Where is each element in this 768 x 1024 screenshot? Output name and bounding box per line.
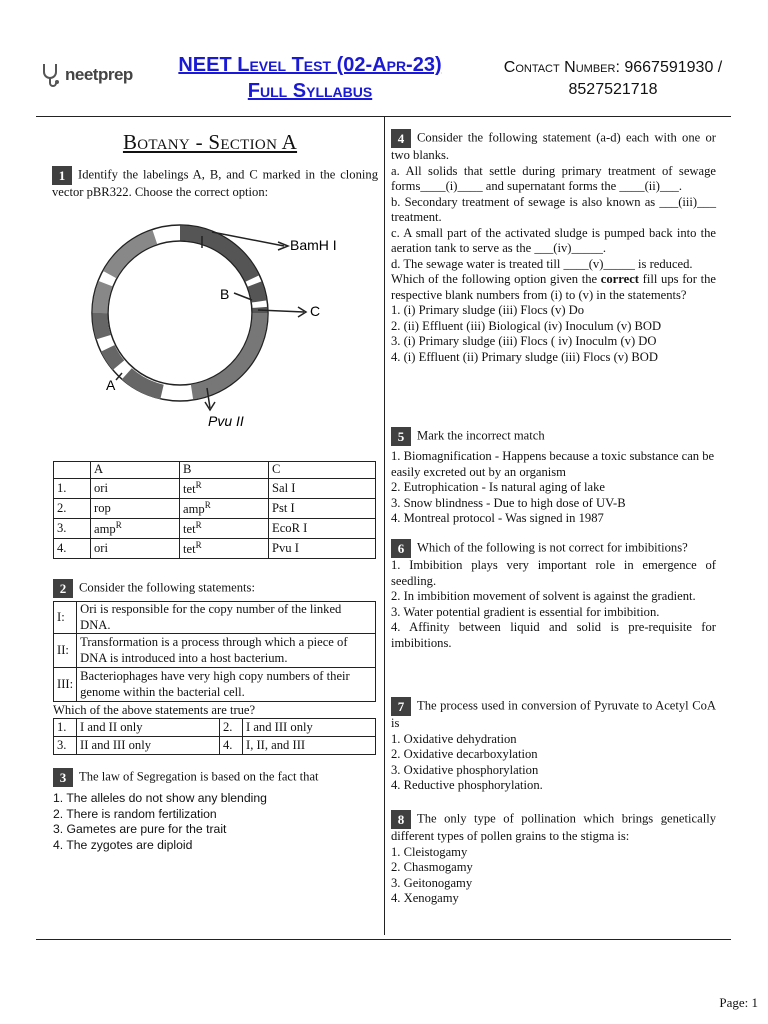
statement-label: III:	[54, 668, 77, 702]
cell-c: Pst I	[269, 499, 376, 519]
cell-b	[180, 479, 269, 499]
option-number: 2.	[54, 499, 91, 519]
cell-b-text: tet	[183, 541, 196, 556]
option-item[interactable]: 4. (i) Effluent (ii) Primary sludge (iii) Flocs (v) BOD	[391, 349, 658, 364]
statement-label: II:	[54, 634, 77, 668]
q2-question: Which of the above statements are true?	[53, 703, 256, 717]
question-1	[52, 166, 378, 200]
question-number: 2	[53, 579, 73, 598]
option-number: 4.	[220, 737, 243, 755]
q4-question-pre: Which of the following option given the	[391, 272, 601, 286]
question-4	[391, 129, 716, 365]
option-text[interactable]: I and III only	[243, 719, 376, 737]
q2-options-table	[53, 718, 376, 755]
option-item[interactable]: 3. Geitonogamy	[391, 875, 473, 890]
option-number: 3.	[54, 519, 91, 539]
question-3	[53, 768, 379, 787]
contact-label: Contact Number:	[503, 59, 620, 76]
question-6	[391, 539, 716, 651]
option-item[interactable]: 4. Montreal protocol - Was signed in 1987	[391, 511, 604, 525]
cell-b-sup: R	[204, 499, 211, 510]
question-8	[391, 810, 716, 907]
table-row[interactable]	[54, 479, 376, 499]
option-item[interactable]: 4. Xenogamy	[391, 891, 459, 905]
logo-text: neetprep	[65, 64, 133, 84]
test-title[interactable]	[140, 52, 480, 104]
question-number: 7	[391, 697, 411, 716]
cell-c: Sal I	[269, 479, 376, 499]
option-number: 4.	[54, 539, 91, 559]
cell-a: ori	[91, 539, 180, 559]
label-a: A	[106, 377, 116, 393]
cell-b-sup: R	[195, 519, 202, 530]
option-item[interactable]: 4. Reductive phosphorylation.	[391, 778, 543, 792]
option-item[interactable]: 3. Oxidative phosphorylation	[391, 762, 539, 777]
statement-text: Bacteriophages have very high copy numbers of their genome within the bacterial cell.	[77, 668, 376, 702]
question-text: Identify the labelings A, B, and C marked in the cloning vector pBR322. Choose the correct option:	[52, 167, 378, 199]
option-number: 1.	[54, 719, 77, 737]
question-text: Consider the following statements:	[79, 580, 255, 595]
cell-c: EcoR I	[269, 519, 376, 539]
test-title-line1[interactable]: NEET Level Test (02-Apr-23)	[178, 54, 442, 76]
table-row[interactable]	[54, 539, 376, 559]
option-item[interactable]: 2. (ii) Effluent (iii) Biological (iv) Inoculum (v) BOD	[391, 318, 662, 333]
statement-label: I:	[54, 602, 77, 634]
table-row[interactable]	[54, 499, 376, 519]
cell-a: rop	[91, 499, 180, 519]
table-header: A	[91, 462, 180, 479]
contact-number	[478, 57, 748, 101]
option-item[interactable]: 1. The alleles do not show any blending	[53, 791, 267, 805]
question-text: Consider the following statement (a-d) each with one or two blanks.	[391, 130, 716, 162]
q1-options-table	[53, 461, 376, 559]
contact-phone-1: 9667591930 /	[624, 59, 723, 76]
option-item[interactable]: 3. Snow blindness - Due to high dose of UV-B	[391, 495, 626, 510]
option-item[interactable]: 2. Oxidative decarboxylation	[391, 747, 538, 761]
column-divider	[384, 117, 385, 935]
option-number: 3.	[54, 737, 77, 755]
question-2	[53, 579, 379, 598]
cell-a-sup: R	[115, 519, 122, 530]
question-number: 5	[391, 427, 411, 446]
option-row[interactable]	[54, 719, 376, 737]
pbr322-plasmid-diagram	[62, 208, 362, 433]
q3-options	[53, 791, 379, 853]
cell-b-text: tet	[183, 521, 196, 536]
statement-d: d. The sewage water is treated till ____(v)_____ is reduced.	[391, 256, 693, 271]
option-item[interactable]: 1. Biomagnification - Happens because a toxic substance can be easily excreted out by an organism	[391, 449, 715, 479]
statement-row	[54, 634, 376, 668]
label-b: B	[220, 286, 230, 302]
option-item[interactable]: 1. Oxidative dehydration	[391, 731, 517, 746]
cell-b-sup: R	[195, 539, 202, 550]
option-item[interactable]: 2. Chasmogamy	[391, 860, 473, 874]
cell-b	[180, 519, 269, 539]
table-row[interactable]	[54, 519, 376, 539]
option-item[interactable]: 1. Cleistogamy	[391, 844, 468, 859]
cell-b-text: amp	[183, 501, 205, 516]
question-number: 3	[53, 768, 73, 787]
cell-c: Pvu I	[269, 539, 376, 559]
statement-b: b. Secondary treatment of sewage is also known as ___(iii)___ treatment.	[391, 194, 716, 224]
cell-b-text: tet	[183, 481, 196, 496]
statement-row	[54, 602, 376, 634]
section-title: Botany - Section A	[122, 130, 298, 154]
q4-question-post: fill ups for the respective blank numbers from (i) to (v) in the statements?	[391, 272, 716, 302]
q2-statements-table	[53, 601, 376, 702]
option-text[interactable]: I and II only	[77, 719, 220, 737]
question-text: Which of the following is not correct for imbibitions?	[417, 540, 688, 555]
option-item[interactable]: 3. Water potential gradient is essential for imbibition.	[391, 604, 660, 619]
label-bamh-i: BamH I	[290, 237, 337, 253]
cell-a: ori	[91, 479, 180, 499]
page-number: Page: 1	[719, 995, 758, 1010]
question-5	[391, 427, 716, 527]
table-header: C	[269, 462, 376, 479]
statement-a: a. All solids that settle during primary treatment of sewage forms____(i)____ and supernatant forms the ____(ii)___.	[391, 163, 716, 193]
option-number: 2.	[220, 719, 243, 737]
option-text[interactable]: I, II, and III	[243, 737, 376, 755]
statement-text: Ori is responsible for the copy number of the linked DNA.	[77, 602, 376, 634]
question-number: 8	[391, 810, 411, 829]
question-text: The law of Segregation is based on the fact that	[79, 769, 319, 784]
cell-a	[91, 519, 180, 539]
label-pvu-ii: Pvu II	[208, 413, 244, 429]
option-item[interactable]: 3. (i) Primary sludge (iii) Flocs ( iv) Inoculm (v) DO	[391, 334, 657, 348]
question-text: The process used in conversion of Pyruvate to Acetyl CoA is	[391, 698, 716, 730]
question-text: The only type of pollination which brings genetically different types of pollen grains to the stigma is:	[391, 811, 716, 843]
option-item[interactable]: 1. Imbibition plays very important role in emergence of seedling.	[391, 558, 716, 588]
option-text[interactable]: II and III only	[77, 737, 220, 755]
contact-phone-2: 8527521718	[568, 81, 658, 98]
question-number: 4	[391, 129, 411, 148]
question-number: 6	[391, 539, 411, 558]
option-item[interactable]: 4. Affinity between liquid and solid is pre-requisite for imbibitions.	[391, 620, 716, 650]
table-header: B	[180, 462, 269, 479]
stethoscope-icon	[40, 62, 62, 88]
cell-a-text: amp	[94, 521, 116, 536]
option-row[interactable]	[54, 737, 376, 755]
test-title-line2[interactable]: Full Syllabus	[247, 80, 373, 102]
label-c: C	[310, 303, 321, 319]
option-item[interactable]: 2. Eutrophication - Is natural aging of lake	[391, 480, 606, 494]
statement-c: c. A small part of the activated sludge is pumped back into the aeration tank to serve as the ___(iv)_____.	[391, 225, 716, 255]
option-item[interactable]: 4. The zygotes are diploid	[53, 837, 193, 852]
option-item[interactable]: 2. There is random fertilization	[53, 806, 217, 821]
option-item[interactable]: 2. In imbibition movement of solvent is against the gradient.	[391, 589, 696, 603]
cell-b	[180, 539, 269, 559]
statement-text: Transformation is a process through which a piece of DNA is introduced into a host bacterium.	[77, 634, 376, 668]
table-header	[54, 462, 91, 479]
question-number: 1	[52, 166, 72, 185]
question-7	[391, 697, 716, 794]
neetprep-logo	[40, 62, 133, 88]
cell-b-sup: R	[195, 479, 202, 490]
cell-b	[180, 499, 269, 519]
option-item[interactable]: 1. (i) Primary sludge (iii) Flocs (v) Do	[391, 303, 585, 317]
question-text: Mark the incorrect match	[417, 428, 545, 443]
statement-row	[54, 668, 376, 702]
footer-divider	[36, 939, 731, 940]
q4-question-bold: correct	[600, 272, 639, 286]
q4-question	[391, 272, 716, 303]
option-item[interactable]: 3. Gametes are pure for the trait	[53, 822, 227, 836]
option-number: 1.	[54, 479, 91, 499]
